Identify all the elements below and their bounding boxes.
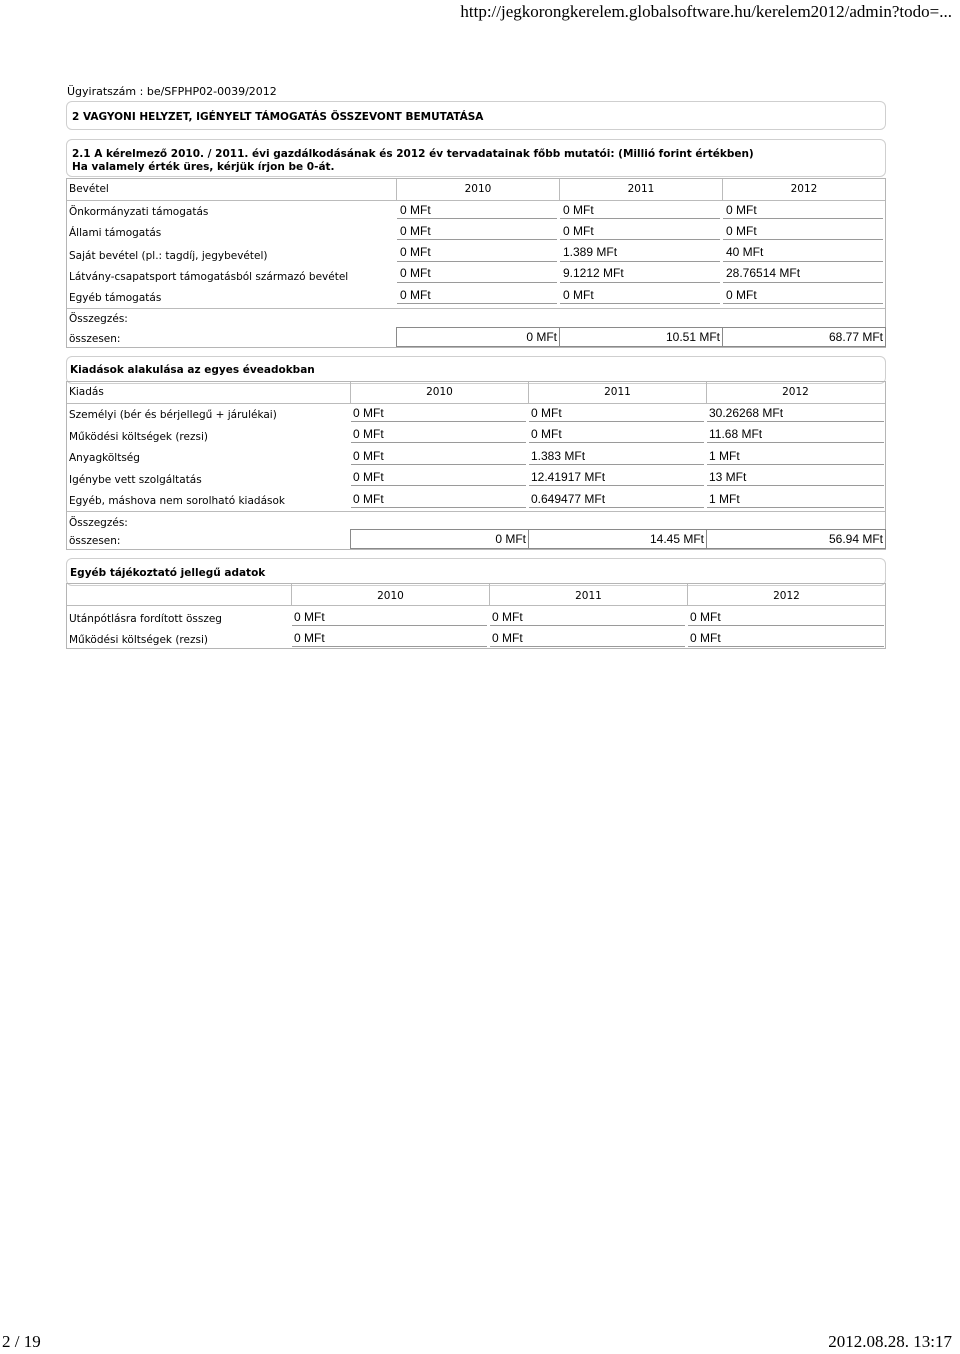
income-value: 0 MFt	[400, 203, 431, 217]
expenses-year-2010: 2010	[426, 386, 453, 398]
income-value: 40 MFt	[726, 245, 764, 259]
expenses-value: 0 MFt	[531, 406, 562, 420]
income-value: 0 MFt	[400, 245, 431, 259]
print-datetime: 2012.08.28. 13:17	[828, 1332, 952, 1351]
expenses-row-label: Igénybe vett szolgáltatás	[69, 474, 202, 486]
expenses-value: 0 MFt	[353, 449, 384, 463]
case-number: Ügyiratszám : be/SFPHP02-0039/2012	[67, 85, 277, 98]
income-total-2012: 68.77 MFt	[722, 327, 886, 347]
income-year-2010: 2010	[464, 183, 492, 195]
other-value: 0 MFt	[294, 610, 325, 624]
income-value: 9.1212 MFt	[563, 266, 624, 280]
expenses-total-label: összesen:	[69, 535, 121, 547]
other-value: 0 MFt	[690, 631, 721, 645]
income-row-label: Saját bevétel (pl.: tagdíj, jegybevétel)	[69, 250, 268, 262]
expenses-header-label: Kiadás	[69, 386, 104, 398]
expenses-title: Kiadások alakulása az egyes éveadokban	[70, 364, 315, 376]
income-total-label: összesen:	[69, 333, 121, 345]
section-title: 2 VAGYONI HELYZET, IGÉNYELT TÁMOGATÁS ÖSSZEVONT BEMUTATÁSA	[72, 111, 484, 123]
income-total-2010: 0 MFt	[396, 327, 560, 347]
other-value: 0 MFt	[690, 610, 721, 624]
income-value: 0 MFt	[563, 203, 594, 217]
expenses-row-label: Személyi (bér és bérjellegű + járulékai)	[69, 409, 277, 421]
income-value: 0 MFt	[400, 288, 431, 302]
expenses-value: 11.68 MFt	[709, 427, 763, 441]
expenses-row-label: Működési költségek (rezsi)	[69, 431, 208, 443]
subsection-note: Ha valamely érték üres, kérjük írjon be 0-át.	[72, 161, 335, 173]
expenses-value: 0 MFt	[353, 492, 384, 506]
other-year-2012: 2012	[773, 590, 800, 602]
income-value: 0 MFt	[400, 224, 431, 238]
expenses-value: 30.26268 MFt	[709, 406, 784, 420]
expenses-value: 12.41917 MFt	[531, 470, 606, 484]
other-row-label: Utánpótlásra fordított összeg	[69, 613, 222, 625]
income-value: 0 MFt	[563, 224, 594, 238]
expenses-row-label: Anyagköltség	[69, 452, 140, 464]
section-title-box	[66, 101, 886, 130]
income-value: 0 MFt	[563, 288, 594, 302]
income-row-label: Önkormányzati támogatás	[69, 206, 209, 218]
income-year-2012: 2012	[790, 183, 818, 195]
income-total-2011: 10.51 MFt	[559, 327, 723, 347]
income-header-label: Bevétel	[69, 183, 109, 195]
income-value: 0 MFt	[726, 288, 757, 302]
income-year-2011: 2011	[627, 183, 655, 195]
expenses-value: 1 MFt	[709, 449, 740, 463]
expenses-year-2011: 2011	[604, 386, 631, 398]
subsection-title: 2.1 A kérelmező 2010. / 2011. évi gazdálkodásának és 2012 év tervadatainak főbb mutatói: (Millió forint értékben)	[72, 148, 754, 160]
income-row-label: Egyéb támogatás	[69, 292, 162, 304]
expenses-total-2010: 0 MFt	[350, 529, 529, 549]
expenses-title-box	[66, 356, 886, 384]
other-value: 0 MFt	[492, 631, 523, 645]
expenses-value: 0 MFt	[353, 470, 384, 484]
other-title-box	[66, 558, 886, 586]
income-row-label: Állami támogatás	[69, 227, 162, 239]
expenses-year-2012: 2012	[782, 386, 809, 398]
expenses-value: 1 MFt	[709, 492, 740, 506]
expenses-total-2011: 14.45 MFt	[528, 529, 707, 549]
expenses-value: 0 MFt	[353, 427, 384, 441]
expenses-total-2012: 56.94 MFt	[706, 529, 886, 549]
income-value: 0 MFt	[400, 266, 431, 280]
other-value: 0 MFt	[492, 610, 523, 624]
income-value: 0 MFt	[726, 203, 757, 217]
income-box	[66, 139, 886, 177]
income-value: 1.389 MFt	[563, 245, 618, 259]
expenses-value: 0 MFt	[531, 427, 562, 441]
expenses-value: 13 MFt	[709, 470, 747, 484]
other-row-label: Működési költségek (rezsi)	[69, 634, 208, 646]
income-value: 28.76514 MFt	[726, 266, 801, 280]
expenses-value: 0.649477 MFt	[531, 492, 606, 506]
url-header: http://jegkorongkerelem.globalsoftware.hu/kerelem2012/admin?todo=...	[460, 2, 952, 21]
expenses-value: 1.383 MFt	[531, 449, 586, 463]
expenses-row-label: Egyéb, máshova nem sorolható kiadások	[69, 495, 285, 507]
income-value: 0 MFt	[726, 224, 757, 238]
other-year-2011: 2011	[575, 590, 602, 602]
other-title: Egyéb tájékoztató jellegű adatok	[70, 567, 266, 579]
other-year-2010: 2010	[377, 590, 404, 602]
expenses-value: 0 MFt	[353, 406, 384, 420]
other-value: 0 MFt	[294, 631, 325, 645]
page-number: 2 / 19	[2, 1332, 41, 1351]
income-row-label: Látvány-csapatsport támogatásból származó bevétel	[69, 271, 349, 283]
expenses-summary-label: Összegzés:	[69, 517, 128, 529]
income-summary-label: Összegzés:	[69, 313, 128, 325]
